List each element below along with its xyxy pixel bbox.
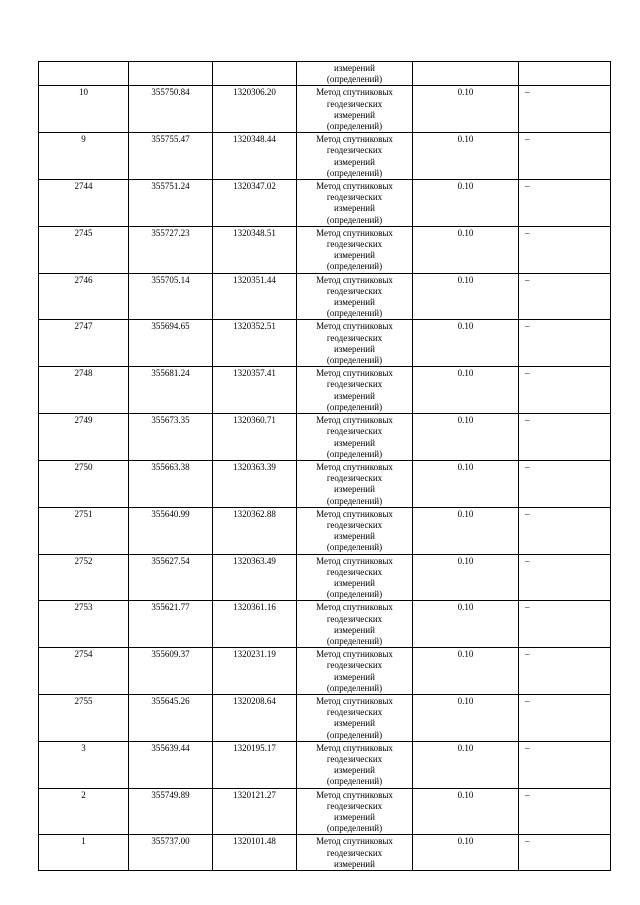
table-row <box>39 694 611 741</box>
method-line: (определений) <box>326 448 383 459</box>
method-line: геодезических <box>326 285 383 296</box>
cell-note: – <box>519 86 611 133</box>
method-line: измерений <box>334 718 375 729</box>
cell-x: 355755.47 <box>129 133 213 180</box>
method-line: геодезических <box>326 800 383 811</box>
method-line: геодезических <box>326 332 383 343</box>
table-row <box>39 788 611 835</box>
cell-note: – <box>519 648 611 695</box>
method-line: (определений) <box>326 542 383 553</box>
cell-note: – <box>519 414 611 461</box>
cell-accuracy: 0.10 <box>413 601 519 648</box>
method-line: измерений <box>334 437 375 448</box>
cell-point: 2750 <box>39 460 129 507</box>
cell-method <box>297 460 413 507</box>
method-line: (определений) <box>326 308 383 319</box>
method-line: измерений <box>334 531 375 542</box>
method-line: (определений) <box>326 682 383 693</box>
table-row <box>39 554 611 601</box>
cell-y: 1320195.17 <box>213 741 297 788</box>
cell-x: 355621.77 <box>129 601 213 648</box>
method-line: (определений) <box>326 776 383 787</box>
cell-point: 9 <box>39 133 129 180</box>
method-line: Метод спутниковых <box>316 649 393 660</box>
cell-y: 1320357.41 <box>213 367 297 414</box>
method-line: Метод спутниковых <box>316 227 393 238</box>
cell-method <box>297 694 413 741</box>
cell-note: – <box>519 460 611 507</box>
method-line: измерений <box>334 63 375 73</box>
method-line: Метод спутниковых <box>316 415 393 426</box>
cell-x: 355645.26 <box>129 694 213 741</box>
cell-accuracy: 0.10 <box>413 180 519 227</box>
cell-y: 1320361.16 <box>213 601 297 648</box>
method-line: Метод спутниковых <box>316 695 393 706</box>
method-line: Метод спутниковых <box>316 555 393 566</box>
cell-note: – <box>519 180 611 227</box>
cell-accuracy: 0.10 <box>413 367 519 414</box>
cell-accuracy: 0.10 <box>413 507 519 554</box>
method-line: Метод спутниковых <box>316 321 393 332</box>
cell-accuracy: 0.10 <box>413 788 519 835</box>
method-line: измерений <box>334 156 375 167</box>
cell-accuracy: 0.10 <box>413 86 519 133</box>
cell-method <box>297 741 413 788</box>
table-row <box>39 180 611 227</box>
method-line: Метод спутниковых <box>316 836 393 847</box>
method-line: геодезических <box>326 192 383 203</box>
method-line: геодезических <box>326 566 383 577</box>
cell-y: 1320101.48 <box>213 835 297 871</box>
method-line: геодезических <box>326 239 383 250</box>
cell-point: 3 <box>39 741 129 788</box>
cell-point: 2752 <box>39 554 129 601</box>
method-line: измерений <box>334 671 375 682</box>
cell-x: 355750.84 <box>129 86 213 133</box>
cell-note: – <box>519 133 611 180</box>
cell-y: 1320231.19 <box>213 648 297 695</box>
table-row <box>39 835 611 871</box>
method-line: Метод спутниковых <box>316 602 393 613</box>
cell-y: 1320363.39 <box>213 460 297 507</box>
method-line: измерений <box>334 343 375 354</box>
cell-method <box>297 507 413 554</box>
cell-x: 355663.38 <box>129 460 213 507</box>
table-row <box>39 133 611 180</box>
cell-point: 2744 <box>39 180 129 227</box>
cell-accuracy: 0.10 <box>413 226 519 273</box>
cell-accuracy: 0.10 <box>413 648 519 695</box>
cell-accuracy: 0.10 <box>413 414 519 461</box>
cell-method <box>297 648 413 695</box>
cell-method <box>297 601 413 648</box>
method-line: измерений <box>334 109 375 120</box>
method-line: (определений) <box>326 823 383 834</box>
cell-method <box>297 273 413 320</box>
method-line: Метод спутниковых <box>316 461 393 472</box>
cell-y: 1320352.51 <box>213 320 297 367</box>
cell-x: 355609.37 <box>129 648 213 695</box>
method-line: (определений) <box>326 635 383 646</box>
method-line: геодезических <box>326 145 383 156</box>
cell-x: 355751.24 <box>129 180 213 227</box>
cell-accuracy: 0.10 <box>413 554 519 601</box>
cell-note: – <box>519 554 611 601</box>
method-line: (определений) <box>326 355 383 366</box>
cell-accuracy: 0.10 <box>413 320 519 367</box>
cell-y: 1320306.20 <box>213 86 297 133</box>
method-line: геодезических <box>326 379 383 390</box>
cell-y: 1320348.44 <box>213 133 297 180</box>
cell-method <box>297 367 413 414</box>
cell-y: 1320121.27 <box>213 788 297 835</box>
method-line: измерений <box>334 812 375 822</box>
cell-point: 2751 <box>39 507 129 554</box>
cell-y <box>213 62 297 86</box>
cell-method <box>297 226 413 273</box>
cell-x: 355749.89 <box>129 788 213 835</box>
method-line: (определений) <box>326 495 383 506</box>
cell-accuracy: 0.10 <box>413 741 519 788</box>
cell-method <box>297 86 413 133</box>
cell-note: – <box>519 835 611 871</box>
method-line: измерений <box>334 203 375 214</box>
cell-method <box>297 180 413 227</box>
coordinates-table-body <box>39 62 611 871</box>
cell-method <box>297 320 413 367</box>
cell-note: – <box>519 367 611 414</box>
table-row <box>39 367 611 414</box>
cell-point: 2749 <box>39 414 129 461</box>
method-line: Метод спутниковых <box>316 789 393 800</box>
cell-accuracy <box>413 62 519 86</box>
coordinates-table <box>38 61 611 871</box>
cell-y: 1320208.64 <box>213 694 297 741</box>
table-row <box>39 320 611 367</box>
cell-x: 355727.23 <box>129 226 213 273</box>
method-line: измерений <box>334 390 375 401</box>
cell-point: 2747 <box>39 320 129 367</box>
cell-method <box>297 554 413 601</box>
table-row <box>39 601 611 648</box>
table-row <box>39 507 611 554</box>
table-row-continuation <box>39 62 611 86</box>
method-line: (определений) <box>326 261 383 272</box>
method-line: (определений) <box>326 589 383 600</box>
table-row <box>39 273 611 320</box>
cell-point: 10 <box>39 86 129 133</box>
cell-point: 2 <box>39 788 129 835</box>
table-row <box>39 648 611 695</box>
method-line: геодезических <box>326 847 383 858</box>
cell-method <box>297 62 413 86</box>
cell-note <box>519 62 611 86</box>
cell-y: 1320351.44 <box>213 273 297 320</box>
cell-x: 355640.99 <box>129 507 213 554</box>
cell-point: 1 <box>39 835 129 871</box>
cell-x: 355681.24 <box>129 367 213 414</box>
cell-accuracy: 0.10 <box>413 273 519 320</box>
cell-note: – <box>519 507 611 554</box>
cell-note: – <box>519 226 611 273</box>
method-line: геодезических <box>326 519 383 530</box>
cell-x: 355639.44 <box>129 741 213 788</box>
method-line: геодезических <box>326 660 383 671</box>
cell-method <box>297 133 413 180</box>
table-row <box>39 86 611 133</box>
method-line: измерений <box>334 297 375 308</box>
method-line: геодезических <box>326 98 383 109</box>
method-line: измерений <box>334 250 375 261</box>
cell-note: – <box>519 788 611 835</box>
method-line: геодезических <box>326 753 383 764</box>
cell-method <box>297 788 413 835</box>
table-row <box>39 460 611 507</box>
method-line: (определений) <box>326 214 383 225</box>
cell-note: – <box>519 273 611 320</box>
cell-y: 1320362.88 <box>213 507 297 554</box>
method-line: (определений) <box>326 121 383 132</box>
method-line: (определений) <box>326 74 383 85</box>
method-line: измерений <box>334 577 375 588</box>
cell-method <box>297 414 413 461</box>
table-row <box>39 226 611 273</box>
cell-point: 2745 <box>39 226 129 273</box>
cell-point: 2746 <box>39 273 129 320</box>
method-line: (определений) <box>326 167 383 178</box>
method-line: геодезических <box>326 473 383 484</box>
cell-note: – <box>519 741 611 788</box>
cell-x: 355673.35 <box>129 414 213 461</box>
cell-x <box>129 62 213 86</box>
cell-x: 355694.65 <box>129 320 213 367</box>
method-line: Метод спутниковых <box>316 742 393 753</box>
method-line: измерений <box>334 858 375 869</box>
cell-accuracy: 0.10 <box>413 694 519 741</box>
cell-note: – <box>519 601 611 648</box>
cell-y: 1320360.71 <box>213 414 297 461</box>
method-line: измерений <box>334 484 375 495</box>
table-row <box>39 414 611 461</box>
method-line: Метод спутниковых <box>316 87 393 98</box>
cell-x: 355705.14 <box>129 273 213 320</box>
cell-y: 1320347.02 <box>213 180 297 227</box>
method-line: (определений) <box>326 729 383 740</box>
cell-accuracy: 0.10 <box>413 460 519 507</box>
method-line: геодезических <box>326 613 383 624</box>
cell-point <box>39 62 129 86</box>
method-line: измерений <box>334 765 375 776</box>
method-line: Метод спутниковых <box>316 508 393 519</box>
cell-y: 1320363.49 <box>213 554 297 601</box>
cell-point: 2748 <box>39 367 129 414</box>
method-line: Метод спутниковых <box>316 274 393 285</box>
cell-x: 355627.54 <box>129 554 213 601</box>
cell-note: – <box>519 694 611 741</box>
table-row <box>39 741 611 788</box>
method-line: Метод спутниковых <box>316 368 393 379</box>
method-line: геодезических <box>326 707 383 718</box>
method-line: измерений <box>334 624 375 635</box>
cell-method <box>297 835 413 871</box>
cell-x: 355737.00 <box>129 835 213 871</box>
cell-point: 2753 <box>39 601 129 648</box>
method-line: (определений) <box>326 401 383 412</box>
method-line: Метод спутниковых <box>316 181 393 192</box>
cell-accuracy: 0.10 <box>413 133 519 180</box>
method-line: Метод спутниковых <box>316 134 393 145</box>
cell-point: 2755 <box>39 694 129 741</box>
cell-note: – <box>519 320 611 367</box>
cell-point: 2754 <box>39 648 129 695</box>
cell-y: 1320348.51 <box>213 226 297 273</box>
cell-accuracy: 0.10 <box>413 835 519 871</box>
method-line: геодезических <box>326 426 383 437</box>
